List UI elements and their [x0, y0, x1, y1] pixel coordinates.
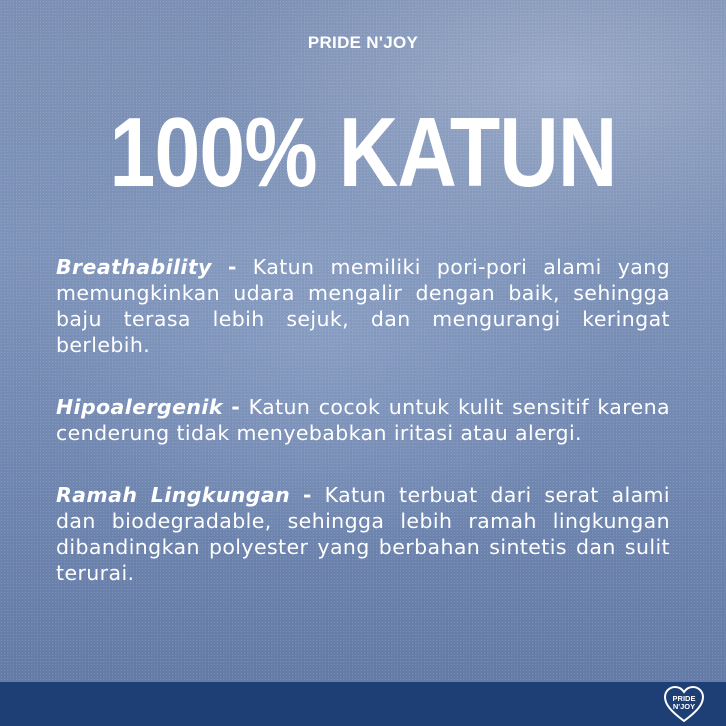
logo-line2: N'JOY — [672, 702, 696, 711]
feature-heading: Breathability — [56, 255, 212, 279]
feature-separator: - — [302, 483, 312, 507]
logo-line1: PRIDE — [672, 694, 696, 703]
heart-logo-icon — [662, 684, 706, 724]
feature-hipoalergenik — [56, 394, 670, 446]
feature-breathability — [56, 254, 670, 358]
feature-separator: - — [227, 255, 237, 279]
feature-heading: Ramah Lingkungan — [56, 483, 291, 507]
feature-heading: Hipoalergenik — [56, 395, 223, 419]
feature-separator: - — [231, 395, 241, 419]
page-title: 100% KATUN — [109, 97, 617, 207]
feature-list — [56, 254, 670, 622]
feature-text: Katun memiliki pori-pori alami yang memungkinkan udara mengalir dengan baik, sehingga baju terasa lebih sejuk, dan mengurangi keringat berlebih. — [56, 255, 671, 357]
brand-logo-text: PRIDE N'JOY — [307, 33, 419, 52]
footer-bar — [0, 682, 726, 726]
feature-text: Katun terbuat dari serat alami dan biodegradable, sehingga lebih ramah lingkungan dibandingkan polyester yang berbahan sintetis dan sulit terurai. — [56, 483, 670, 585]
feature-ramah-lingkungan — [56, 482, 670, 586]
feature-text: Katun cocok untuk kulit sensitif karena cenderung tidak menyebabkan iritasi atau alergi. — [56, 395, 670, 445]
